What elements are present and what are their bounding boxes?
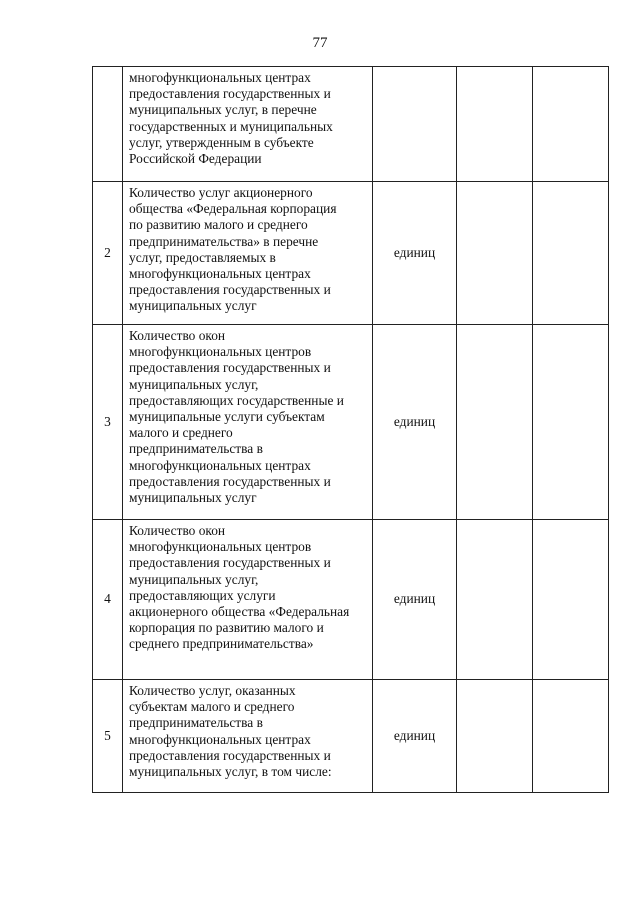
row-description-cell: [123, 182, 373, 325]
row-unit-cell: единиц: [373, 680, 457, 793]
row-value-cell: [533, 325, 609, 520]
row-number-cell: 4: [93, 520, 123, 680]
table-row: [93, 182, 609, 325]
row-value-cell: [457, 67, 533, 182]
row-unit-cell: единиц: [373, 325, 457, 520]
row-description-cell: [123, 325, 373, 520]
row-value-cell: [457, 680, 533, 793]
row-description: Количество услуг, оказанных субъектам малого и среднего предпринимательства в многофункциональных центрах предоставления государственных и муниципальных услуг, в том числе:: [129, 683, 332, 780]
row-description-cell: [123, 67, 373, 182]
row-number-cell: 5: [93, 680, 123, 793]
row-description: Количество окон многофункциональных центров предоставления государственных и муниципальных услуг, предоставляющих услуги акционерного общества «Федеральная корпорация по развитию малого и среднего предпринимательства»: [129, 523, 350, 652]
row-description-cell: [123, 680, 373, 793]
table-row: [93, 520, 609, 680]
row-value-cell: [533, 67, 609, 182]
row-number-cell: 2: [93, 182, 123, 325]
row-value-cell: [533, 520, 609, 680]
row-value-cell: [533, 182, 609, 325]
row-description: многофункциональных центрах предоставления государственных и муниципальных услуг, в перечне государственных и муниципальных услуг, утвержденным в субъекте Российской Федерации: [129, 70, 333, 167]
table-row: [93, 325, 609, 520]
row-value-cell: [457, 182, 533, 325]
table-row: [93, 680, 609, 793]
table-row: [93, 67, 609, 182]
row-unit-cell: единиц: [373, 520, 457, 680]
row-number-cell: [93, 67, 123, 182]
row-number-cell: 3: [93, 325, 123, 520]
row-unit-cell: [373, 67, 457, 182]
row-value-cell: [457, 520, 533, 680]
row-value-cell: [533, 680, 609, 793]
row-description-cell: [123, 520, 373, 680]
row-unit-cell: единиц: [373, 182, 457, 325]
row-description: Количество окон многофункциональных центров предоставления государственных и муниципальных услуг, предоставляющих государственные и муниципальные услуги субъектам малого и среднего предпринимательства в многофункциональных центрах предоставления государственных и муниципальных услуг: [129, 328, 344, 506]
indicators-table: [92, 66, 609, 793]
row-description: Количество услуг акционерного общества «Федеральная корпорация по развитию малого и среднего предпринимательства» в перечне услуг, предоставляемых в многофункциональных центрах предоставления государственных и муниципальных услуг: [129, 185, 337, 314]
row-value-cell: [457, 325, 533, 520]
page-number: 77: [312, 35, 328, 51]
